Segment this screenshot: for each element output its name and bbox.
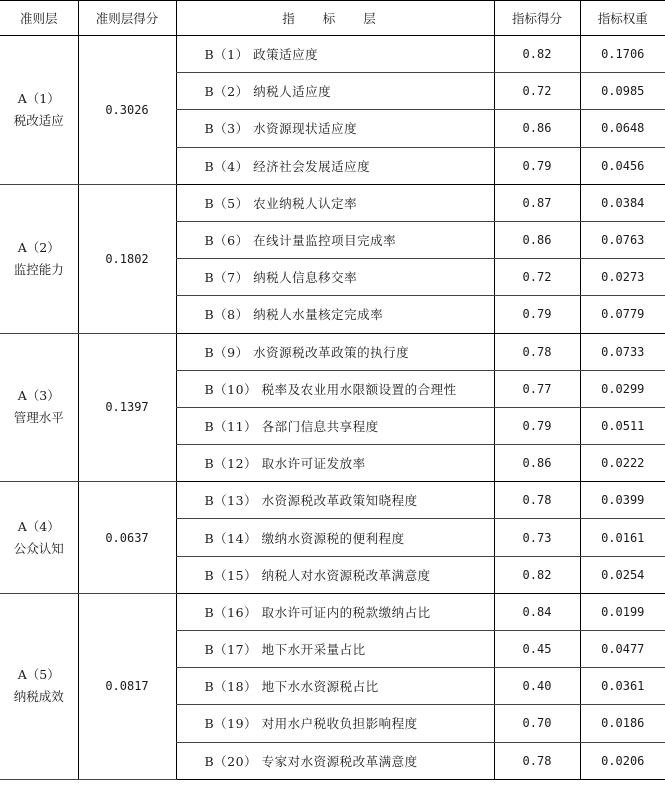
header-criterion-score: 准则层得分 [78,1,176,36]
indicator-score: 0.77 [494,370,580,407]
criterion-name: 纳税成效 [13,689,64,705]
table-row [0,593,665,630]
indicator-label: B（7） 纳税人信息移交率 [176,259,494,296]
indicator-score: 0.78 [494,333,580,370]
criterion-score: 0.0817 [78,593,176,779]
indicator-label: B（13） 水资源税改革政策知晓程度 [176,482,494,519]
criterion-score: 0.0637 [78,482,176,594]
indicator-label: B（2） 纳税人适应度 [176,73,494,110]
criterion-code: A（5） [17,667,60,683]
indicator-score: 0.78 [494,742,580,779]
indicator-weight: 0.0254 [580,556,665,593]
indicator-score: 0.73 [494,519,580,556]
table-row [0,333,665,370]
indicator-score: 0.79 [494,407,580,444]
indicator-weight: 0.0206 [580,742,665,779]
indicator-weight: 0.0399 [580,482,665,519]
indicator-score: 0.79 [494,296,580,333]
indicator-weight: 0.0222 [580,445,665,482]
criterion-score: 0.1802 [78,184,176,333]
header-row [0,1,665,36]
indicator-label: B（19） 对用水户税收负担影响程度 [176,705,494,742]
indicator-score: 0.70 [494,705,580,742]
criterion-cell [0,184,78,333]
table-body [0,36,665,780]
indicator-label: B（12） 取水许可证发放率 [176,445,494,482]
indicator-weight: 0.0733 [580,333,665,370]
criterion-name: 管理水平 [13,410,64,426]
indicator-label: B（8） 纳税人水量核定完成率 [176,296,494,333]
header-criterion: 准则层 [0,1,78,36]
indicator-weight: 0.0384 [580,184,665,221]
indicator-label: B（5） 农业纳税人认定率 [176,184,494,221]
indicator-label: B（9） 水资源税改革政策的执行度 [176,333,494,370]
indicator-label: B（10） 税率及农业用水限额设置的合理性 [176,370,494,407]
criterion-code: A（4） [17,518,60,534]
criterion-name: 公众认知 [13,540,64,556]
indicator-score: 0.82 [494,36,580,73]
indicator-weight: 0.0299 [580,370,665,407]
indicator-weight: 0.0779 [580,296,665,333]
criterion-cell [0,593,78,779]
header-indicator-score: 指标得分 [494,1,580,36]
criterion-score: 0.1397 [78,333,176,482]
indicator-weight: 0.0186 [580,705,665,742]
criterion-cell [0,36,78,185]
indicator-label: B（11） 各部门信息共享程度 [176,407,494,444]
criterion-code: A（2） [17,239,60,255]
indicator-label: B（18） 地下水水资源税占比 [176,668,494,705]
indicator-label: B（17） 地下水开采量占比 [176,631,494,668]
criterion-name: 税改适应 [13,112,64,128]
table-row [0,184,665,221]
criterion-code: A（3） [17,388,60,404]
indicator-score: 0.86 [494,221,580,258]
table-row [0,36,665,73]
header-indicator-weight: 指标权重 [580,1,665,36]
indicator-label: B（3） 水资源现状适应度 [176,110,494,147]
indicator-weight: 0.0199 [580,593,665,630]
indicator-label: B（4） 经济社会发展适应度 [176,147,494,184]
indicator-label: B（6） 在线计量监控项目完成率 [176,221,494,258]
indicator-score: 0.86 [494,445,580,482]
indicator-label: B（16） 取水许可证内的税款缴纳占比 [176,593,494,630]
indicator-weight: 0.0648 [580,110,665,147]
indicator-weight: 0.1706 [580,36,665,73]
indicator-label: B（20） 专家对水资源税改革满意度 [176,742,494,779]
indicator-weight: 0.0273 [580,259,665,296]
criterion-cell [0,333,78,482]
indicator-weight: 0.0361 [580,668,665,705]
table-row [0,482,665,519]
indicator-score: 0.78 [494,482,580,519]
indicator-label: B（1） 政策适应度 [176,36,494,73]
indicator-score: 0.79 [494,147,580,184]
criterion-code: A（1） [17,90,60,106]
indicator-score: 0.86 [494,110,580,147]
indicator-score: 0.72 [494,73,580,110]
criterion-cell [0,482,78,594]
indicator-score: 0.87 [494,184,580,221]
indicator-label: B（14） 缴纳水资源税的便利程度 [176,519,494,556]
indicator-weight: 0.0477 [580,631,665,668]
header-indicator: 指 标 层 [176,1,494,36]
indicator-label: B（15） 纳税人对水资源税改革满意度 [176,556,494,593]
indicator-weight: 0.0161 [580,519,665,556]
criterion-score: 0.3026 [78,36,176,185]
indicator-score: 0.72 [494,259,580,296]
indicator-score: 0.45 [494,631,580,668]
indicator-score: 0.40 [494,668,580,705]
indicator-weight: 0.0511 [580,407,665,444]
criterion-name: 监控能力 [13,261,64,277]
indicator-weight: 0.0763 [580,221,665,258]
indicator-score: 0.84 [494,593,580,630]
indicator-weight: 0.0456 [580,147,665,184]
indicator-weight: 0.0985 [580,73,665,110]
indicator-score: 0.82 [494,556,580,593]
